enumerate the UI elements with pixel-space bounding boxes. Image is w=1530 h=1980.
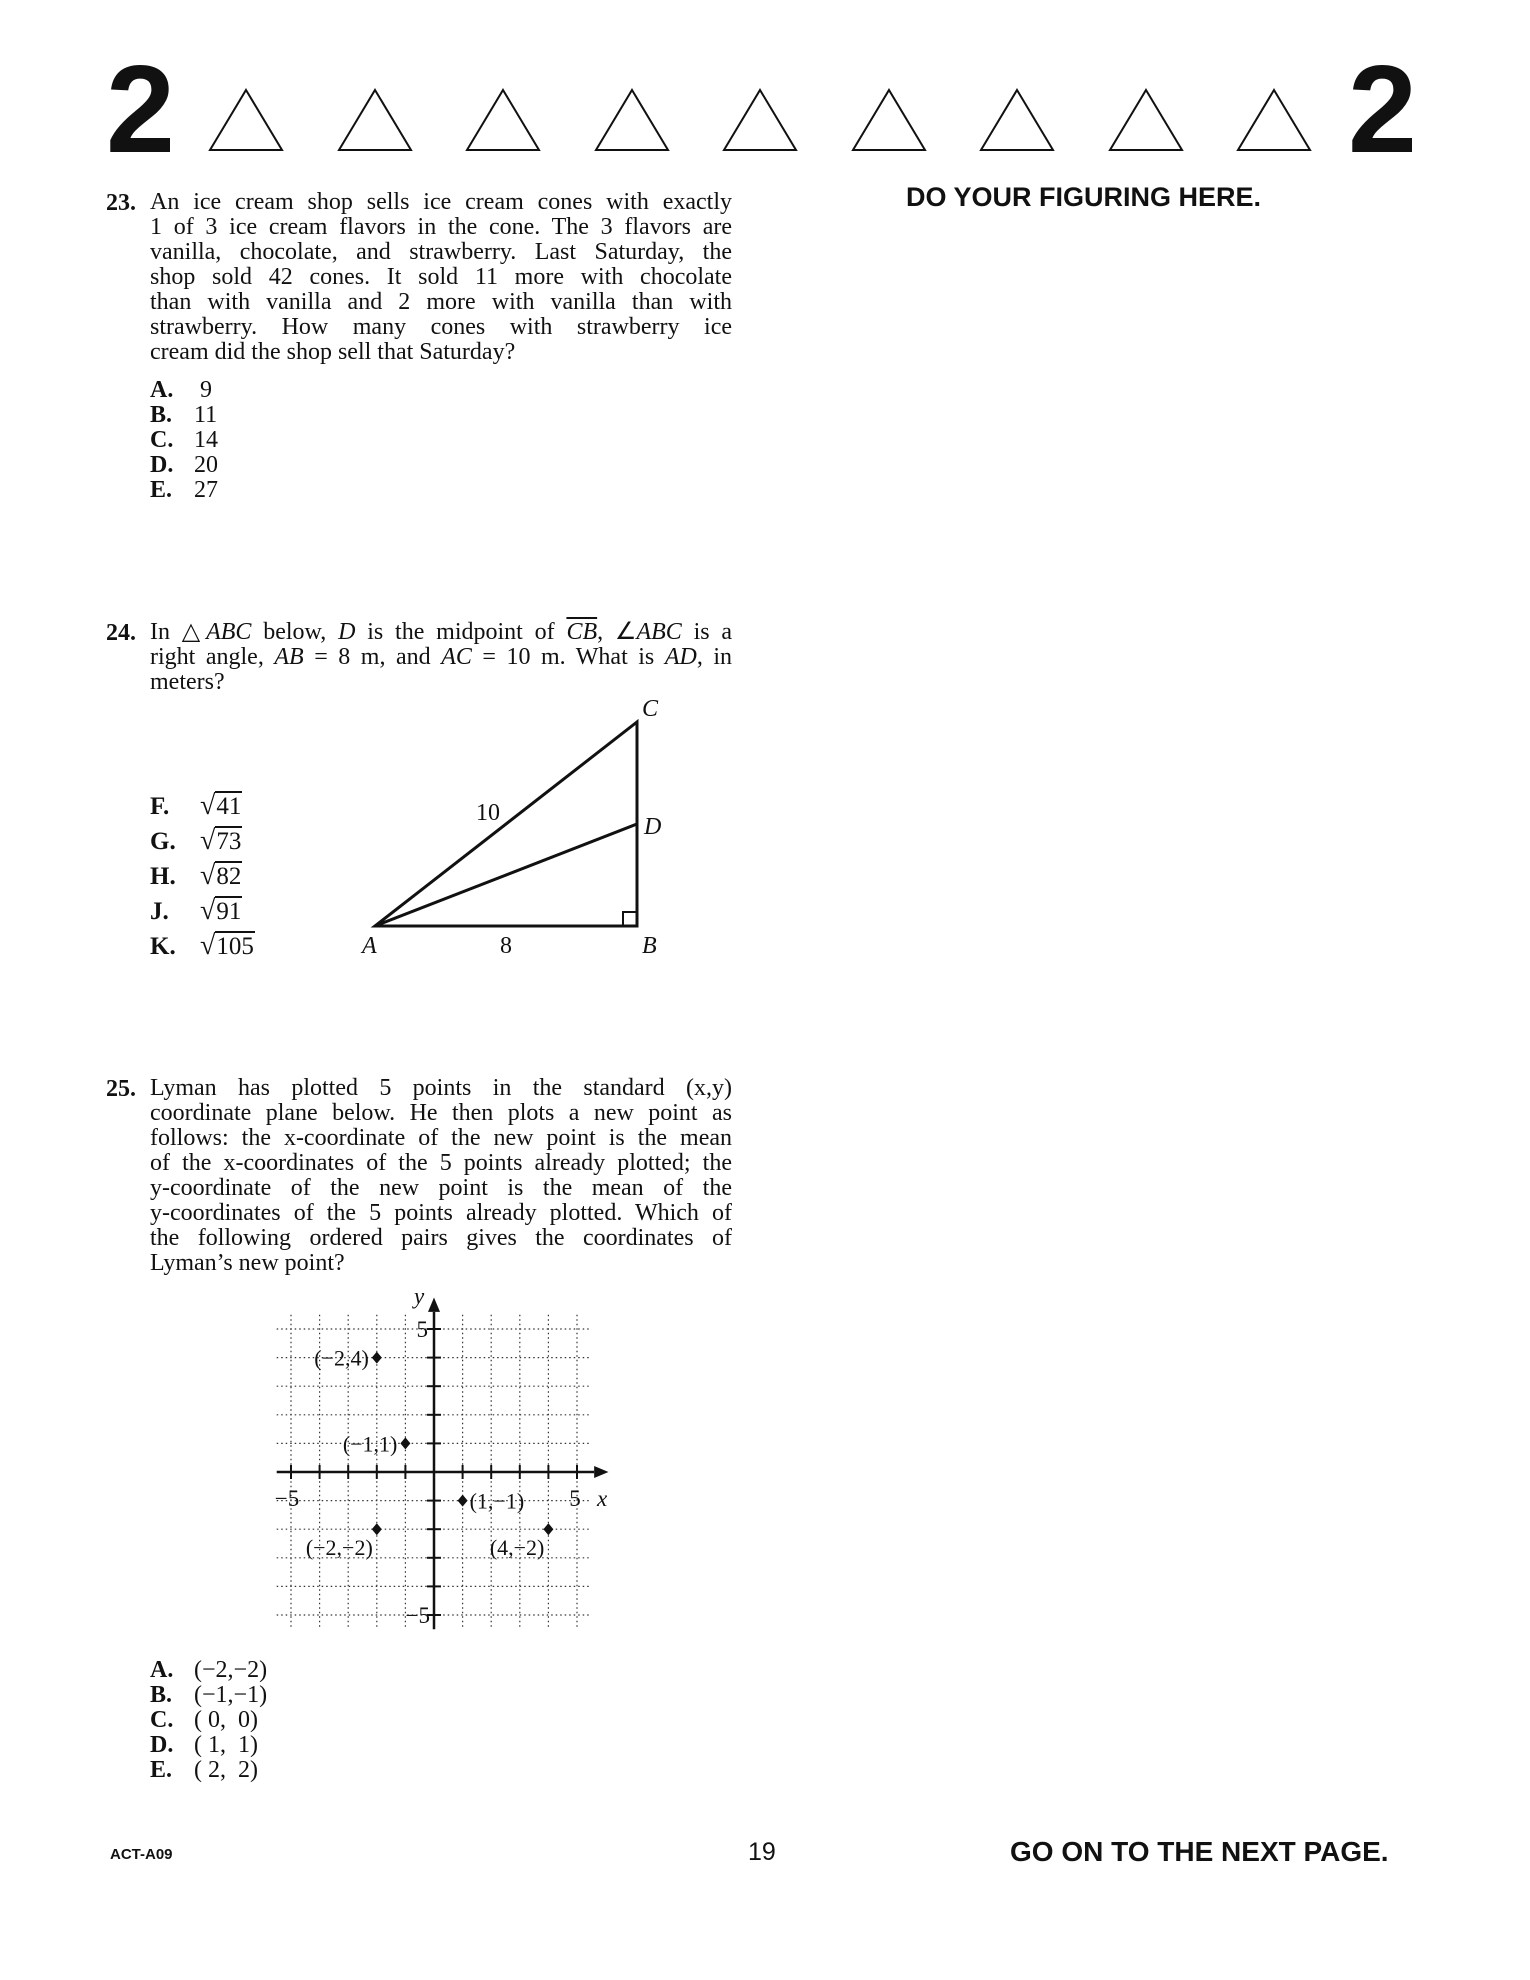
choice-a[interactable]: A. 9 <box>150 377 212 403</box>
question-24-text: In △ABC below, D is the midpoint of $\overline{CB}$, ∠ABC is a right angle, AB = 8 m, and AC = 10 m. What is AD, in meters? <box>150 619 733 695</box>
choice-h[interactable]: H. √82 <box>150 860 242 891</box>
y-axis-label: y <box>414 1290 425 1309</box>
choice-c[interactable]: C. 14 <box>150 427 218 453</box>
triangle-abc <box>375 722 637 926</box>
plotted-point <box>543 1523 553 1535</box>
vertex-a-label: A <box>362 933 377 959</box>
choice-j[interactable]: J. √91 <box>150 895 242 926</box>
y-tick-label-pos5: 5 <box>416 1317 428 1342</box>
point-label: (−1,1) <box>342 1431 398 1457</box>
question-23-number: 23. <box>106 190 136 216</box>
point-label: (1,−1) <box>469 1488 525 1514</box>
choice-d[interactable]: D. ( 1, 1) <box>150 1732 258 1758</box>
x-tick-label-neg5: −5 <box>274 1486 300 1511</box>
plotted-point <box>372 1352 382 1364</box>
plotted-point <box>372 1523 382 1535</box>
segment-ad <box>375 824 637 926</box>
scratch-area-label: DO YOUR FIGURING HERE. <box>906 182 1262 212</box>
triangle-icon <box>1108 88 1184 152</box>
choice-b[interactable]: B. (−1,−1) <box>150 1682 268 1708</box>
section-number-right: 2 <box>1348 41 1417 179</box>
next-page-instruction: GO ON TO THE NEXT PAGE. <box>1010 1836 1389 1867</box>
triangle-icon <box>722 88 798 152</box>
side-ac-length: 10 <box>476 800 500 826</box>
page-number: 19 <box>748 1838 776 1866</box>
choice-c[interactable]: C. ( 0, 0) <box>150 1707 258 1733</box>
question-25-choices <box>150 1658 267 1783</box>
question-24-number: 24. <box>106 620 136 646</box>
choice-g[interactable]: G. √73 <box>150 825 242 856</box>
plotted-point <box>400 1437 410 1449</box>
section-number-left: 2 <box>106 41 175 179</box>
choice-f[interactable]: F. √41 <box>150 790 242 821</box>
choice-b[interactable]: B. 11 <box>150 402 218 428</box>
vertex-c-label: C <box>642 696 659 722</box>
triangle-icon <box>1236 88 1312 152</box>
triangle-abc-figure <box>340 690 700 970</box>
triangle-icon <box>594 88 670 152</box>
question-23-choices <box>150 378 218 503</box>
triangle-icon <box>465 88 541 152</box>
coordinate-plane <box>260 1290 620 1650</box>
choice-a[interactable]: A. (−2,−2) <box>150 1657 268 1683</box>
question-23-text: An ice cream shop sells ice cream cones with exactly 1 of 3 ice cream flavors in the cone. The 3 flavors are vanilla, chocolate, and strawberry. Last Saturday, the shop sold 42 cones. It sold 11 more with chocolate than with vanilla and 2 more with vanilla than with strawberry. How many cones with strawberry ice cream did the shop sell that Saturday? <box>150 189 732 365</box>
y-axis-arrow-icon <box>428 1298 440 1312</box>
question-24-choices <box>150 788 255 963</box>
choice-e[interactable]: E. 27 <box>150 477 218 503</box>
x-axis-label: x <box>597 1486 608 1511</box>
point-d-label: D <box>644 814 662 840</box>
point-label: (4,−2) <box>489 1535 545 1561</box>
y-tick-label-neg5: −5 <box>405 1603 430 1628</box>
triangle-icon <box>208 88 284 152</box>
choice-d[interactable]: D. 20 <box>150 452 218 478</box>
triangle-icon <box>337 88 413 152</box>
form-code: ACT-A09 <box>110 1846 173 1863</box>
choice-e[interactable]: E. ( 2, 2) <box>150 1757 258 1783</box>
point-label: (−2,4) <box>314 1345 369 1371</box>
x-axis-arrow-icon <box>594 1466 608 1478</box>
side-ab-length: 8 <box>500 933 512 959</box>
choice-k[interactable]: K. √105 <box>150 930 254 961</box>
triangle-icon <box>979 88 1055 152</box>
vertex-b-label: B <box>642 933 657 959</box>
question-25-text: Lyman has plotted 5 points in the standard (x,y) coordinate plane below. He then plots a new point as follows: the x-coordinate of the new point is the mean of the x-coordinates of the 5 points already plotted; the y-coordinate of the new point is the mean of the y-coordinates of the 5 points already plotted. Which of the following ordered pairs gives the coordinates of Lyman’s new point? <box>150 1075 732 1276</box>
point-label: (−2,−2) <box>305 1535 373 1561</box>
question-25-number: 25. <box>106 1076 136 1102</box>
right-angle-marker <box>623 912 637 926</box>
triangle-icon <box>851 88 927 152</box>
plotted-point <box>458 1495 468 1507</box>
x-tick-label-pos5: 5 <box>569 1486 581 1511</box>
